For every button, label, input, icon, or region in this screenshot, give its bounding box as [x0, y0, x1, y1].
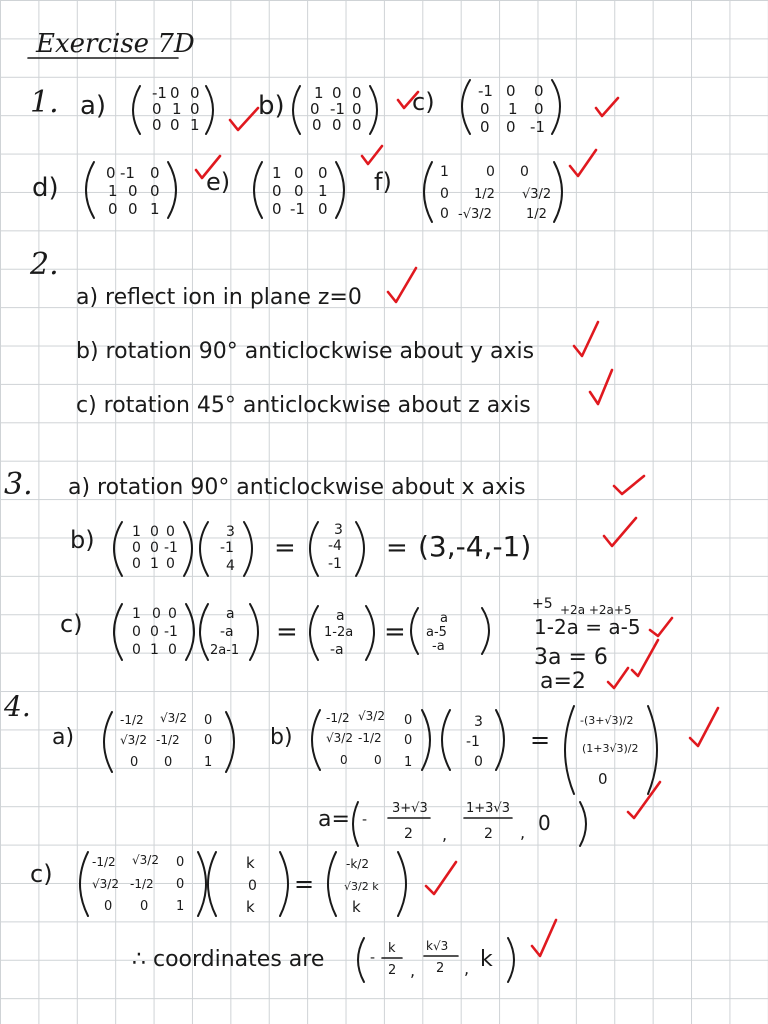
svg-text:0: 0 [520, 164, 529, 180]
svg-text:1: 1 [172, 100, 182, 118]
svg-text:-1/2: -1/2 [120, 713, 144, 727]
svg-text:√3/2 k: √3/2 k [344, 880, 379, 893]
q3c-check-3 [608, 668, 628, 688]
svg-text:1: 1 [314, 84, 324, 102]
svg-text:1: 1 [204, 755, 213, 770]
svg-text:0: 0 [318, 200, 328, 218]
svg-text:0: 0 [352, 100, 362, 118]
svg-text:-: - [362, 812, 368, 828]
svg-text:-1: -1 [220, 540, 234, 556]
svg-text:-√3/2: -√3/2 [458, 207, 492, 222]
svg-text:k: k [388, 941, 396, 956]
q3c-work-add: +5 [532, 596, 553, 612]
svg-text:1: 1 [272, 164, 282, 182]
svg-text:√3/2: √3/2 [120, 733, 147, 747]
svg-text:0: 0 [190, 100, 200, 118]
svg-text:k√3: k√3 [426, 939, 449, 953]
svg-text:0: 0 [176, 877, 185, 892]
svg-text:=: = [294, 870, 315, 898]
q4c-conclusion [132, 938, 514, 982]
svg-text:√3/2: √3/2 [132, 853, 159, 867]
q3c-label: c) [60, 610, 83, 638]
q1f-matrix [424, 162, 562, 222]
q1e-check [362, 146, 382, 164]
q1-label-d: d) [32, 173, 59, 203]
svg-text:0: 0 [132, 624, 141, 640]
svg-text:1/2: 1/2 [474, 187, 495, 202]
svg-text:-1: -1 [530, 118, 545, 136]
q3c-matrix [114, 604, 194, 660]
svg-text:0: 0 [170, 116, 180, 134]
svg-text:0: 0 [150, 164, 160, 182]
q3b-vector [200, 522, 252, 576]
svg-text:-1: -1 [164, 540, 178, 556]
svg-text:0: 0 [106, 164, 116, 182]
svg-text:3: 3 [474, 714, 483, 730]
svg-text:2a-1: 2a-1 [210, 643, 240, 658]
svg-text:0: 0 [166, 556, 175, 572]
svg-text:-1/2: -1/2 [130, 877, 154, 891]
svg-text:0: 0 [352, 116, 362, 134]
q3c-work-equation: 1-2a = a-5 [534, 615, 641, 639]
q4c-check-2 [532, 920, 556, 956]
svg-text:a: a [440, 611, 448, 626]
svg-text:0: 0 [404, 713, 413, 728]
svg-text:1: 1 [190, 116, 200, 134]
svg-text:0: 0 [166, 524, 175, 540]
svg-text:1: 1 [508, 100, 518, 118]
svg-text:0: 0 [294, 164, 304, 182]
question-4 [3, 690, 718, 982]
svg-text:=: = [386, 533, 408, 563]
svg-text:0: 0 [150, 624, 159, 640]
q4b-check-1 [690, 708, 718, 746]
q1-label-f: f) [374, 168, 392, 196]
svg-text:-a: -a [220, 624, 234, 640]
question-3 [4, 467, 672, 694]
q3a-check [614, 476, 644, 494]
svg-text:-a: -a [330, 642, 344, 658]
q4b-check-2 [628, 782, 660, 818]
q2-number: 2. [30, 247, 59, 282]
svg-text:-1: -1 [290, 200, 305, 218]
q2a-answer: a) reflect ion in plane z=0 [76, 285, 362, 310]
q3b-check [604, 518, 636, 546]
q3b-result [310, 522, 364, 576]
svg-text:0: 0 [506, 82, 516, 100]
svg-text:1: 1 [132, 606, 141, 622]
svg-text:0: 0 [440, 186, 449, 202]
svg-text:√3/2: √3/2 [92, 877, 119, 891]
q3c-vector [200, 604, 258, 660]
svg-text:√3/2: √3/2 [160, 711, 187, 725]
q4b-matrix [312, 709, 430, 770]
svg-text:4: 4 [226, 558, 235, 574]
svg-text:1: 1 [440, 164, 449, 180]
q3b-point: (3,-4,-1) [418, 530, 532, 563]
svg-text:0: 0 [108, 200, 118, 218]
svg-text:-1/2: -1/2 [358, 731, 382, 745]
svg-text:-1/2: -1/2 [326, 711, 350, 725]
svg-text:-1/2: -1/2 [92, 855, 116, 869]
q1-label-a: a) [80, 91, 107, 121]
q4a-matrix [104, 711, 234, 772]
svg-text:1-2a: 1-2a [324, 625, 354, 640]
svg-text:,: , [464, 959, 470, 978]
svg-text:0: 0 [480, 100, 490, 118]
q3c-result-1 [310, 606, 374, 660]
svg-text:1: 1 [176, 899, 185, 914]
svg-text:-1/2: -1/2 [156, 733, 180, 747]
q4b-label: b) [270, 725, 293, 750]
svg-text:1: 1 [132, 524, 141, 540]
q2b-check [574, 322, 598, 356]
svg-text:0: 0 [598, 770, 608, 788]
svg-text:3+√3: 3+√3 [392, 801, 428, 816]
svg-text:1: 1 [150, 200, 160, 218]
svg-text:k: k [480, 947, 493, 972]
q1-label-c: c) [412, 88, 435, 116]
svg-text:,: , [410, 961, 416, 980]
svg-text:0: 0 [152, 100, 162, 118]
q4b-result [565, 706, 657, 794]
q2b-answer: b) rotation 90° anticlockwise about y axis [76, 339, 535, 364]
svg-text:3: 3 [334, 522, 343, 538]
svg-text:0: 0 [318, 164, 328, 182]
question-2 [29, 247, 612, 418]
svg-text:0: 0 [132, 556, 141, 572]
svg-text:0: 0 [534, 82, 544, 100]
svg-text:0: 0 [272, 182, 282, 200]
svg-text:3: 3 [226, 524, 235, 540]
q3b-label: b) [70, 526, 95, 554]
svg-text:k: k [246, 854, 255, 872]
svg-text:-1: -1 [152, 84, 167, 102]
svg-text:-4: -4 [328, 538, 342, 554]
q4-number: 4. [4, 690, 31, 723]
svg-text:2: 2 [436, 961, 445, 976]
svg-text:0: 0 [132, 642, 141, 658]
svg-text:-1: -1 [164, 624, 178, 640]
svg-text:0: 0 [248, 878, 257, 894]
svg-text:k: k [246, 898, 255, 916]
svg-text:=: = [276, 617, 298, 647]
svg-text:0: 0 [340, 753, 348, 767]
svg-text:-k/2: -k/2 [346, 857, 369, 871]
svg-text:(1+3√3)/2: (1+3√3)/2 [582, 742, 639, 755]
svg-text:-: - [370, 950, 376, 966]
q4c-check-1 [426, 862, 456, 894]
svg-text:0: 0 [140, 899, 149, 914]
svg-text:a: a [336, 608, 345, 624]
q4c-result [328, 852, 406, 916]
q4a-label: a) [52, 725, 75, 750]
svg-text:0: 0 [312, 116, 322, 134]
svg-text:0: 0 [150, 540, 159, 556]
svg-text:2: 2 [484, 826, 493, 842]
q1a-matrix [133, 84, 213, 134]
q1-number: 1. [30, 85, 59, 120]
svg-text:0: 0 [132, 540, 141, 556]
q4c-matrix [80, 852, 206, 916]
svg-text:0: 0 [440, 206, 449, 222]
q1c-check [596, 98, 618, 116]
svg-text:0: 0 [404, 733, 413, 748]
q1d-matrix [86, 162, 176, 218]
svg-text:-1: -1 [466, 734, 480, 750]
svg-text:1: 1 [108, 182, 118, 200]
svg-text:0: 0 [128, 182, 138, 200]
svg-text:-1: -1 [120, 164, 135, 182]
q2c-check [590, 370, 612, 404]
q1c-matrix [462, 80, 560, 136]
q3-number: 3. [4, 467, 33, 502]
q3b-matrix [114, 522, 192, 576]
svg-text:1: 1 [150, 642, 159, 658]
svg-text:,: , [442, 825, 448, 844]
svg-text:-a: -a [432, 639, 445, 654]
svg-text:0: 0 [534, 100, 544, 118]
svg-text:-1: -1 [330, 100, 345, 118]
svg-text:0: 0 [176, 855, 185, 870]
svg-text:1: 1 [404, 755, 413, 770]
svg-text:0: 0 [130, 755, 139, 770]
svg-text:0: 0 [332, 84, 342, 102]
svg-text:0: 0 [272, 200, 282, 218]
q1a-check [230, 108, 258, 130]
q2c-answer: c) rotation 45° anticlockwise about z axis [76, 393, 531, 418]
q1-label-b: b) [258, 91, 285, 121]
svg-text:=: = [384, 617, 406, 647]
svg-text:0: 0 [164, 755, 173, 770]
svg-text:0: 0 [190, 84, 200, 102]
svg-text:-1: -1 [478, 82, 493, 100]
svg-text:0: 0 [170, 84, 180, 102]
svg-text:0: 0 [480, 118, 490, 136]
q4b-vector [442, 710, 504, 770]
svg-text:=: = [274, 533, 296, 563]
svg-text:0: 0 [374, 753, 382, 767]
svg-text:-(3+√3)/2: -(3+√3)/2 [580, 714, 634, 727]
svg-text:-1: -1 [328, 556, 342, 572]
svg-text:1+3√3: 1+3√3 [466, 801, 510, 816]
q3c-work-add-2a: +2a +2a+5 [560, 603, 632, 617]
q3c-check-1 [650, 618, 672, 636]
svg-text:a-5: a-5 [426, 625, 447, 640]
q4c-label: c) [30, 860, 53, 888]
svg-text:0: 0 [204, 733, 213, 748]
q4c-vector [208, 852, 288, 916]
svg-text:0: 0 [352, 84, 362, 102]
svg-text:0: 0 [332, 116, 342, 134]
q1e-matrix [254, 162, 344, 218]
svg-text:0: 0 [294, 182, 304, 200]
svg-text:0: 0 [486, 164, 495, 180]
svg-text:0: 0 [474, 754, 483, 770]
svg-text:0: 0 [506, 118, 516, 136]
svg-text:0: 0 [152, 606, 161, 622]
svg-text:∴ coordinates are: ∴ coordinates are [132, 947, 325, 972]
q2a-check [388, 268, 416, 302]
q3c-result-2 [411, 608, 489, 654]
exercise-title: Exercise 7D [36, 29, 195, 59]
svg-text:a: a [226, 606, 235, 622]
question-1 [30, 80, 618, 222]
q3a-answer: a) rotation 90° anticlockwise about x axis [68, 475, 526, 500]
q1f-check [570, 150, 596, 176]
svg-text:√3/2: √3/2 [522, 187, 552, 202]
svg-text:0: 0 [168, 642, 177, 658]
q3c-work-3a: 3a = 6 [534, 645, 608, 670]
svg-text:1/2: 1/2 [526, 207, 547, 222]
svg-text:0: 0 [204, 713, 213, 728]
svg-text:a=: a= [318, 807, 350, 832]
q1-label-e: e) [206, 168, 231, 196]
svg-text:=: = [530, 726, 551, 754]
q3c-check-2 [632, 640, 658, 676]
svg-text:2: 2 [388, 963, 397, 978]
svg-text:2: 2 [404, 826, 413, 842]
svg-text:0: 0 [310, 100, 320, 118]
svg-text:0: 0 [128, 200, 138, 218]
svg-text:0: 0 [150, 524, 159, 540]
q3c-work-a: a=2 [540, 669, 586, 694]
svg-text:0: 0 [538, 811, 551, 835]
svg-text:k: k [352, 898, 361, 916]
q4b-point [318, 801, 586, 846]
svg-text:,: , [520, 823, 526, 842]
svg-text:0: 0 [168, 606, 177, 622]
q1b-matrix [293, 84, 377, 134]
svg-text:1: 1 [318, 182, 328, 200]
svg-text:0: 0 [152, 116, 162, 134]
svg-text:√3/2: √3/2 [358, 709, 385, 723]
svg-text:√3/2: √3/2 [326, 731, 353, 745]
svg-text:0: 0 [150, 182, 160, 200]
svg-text:0: 0 [104, 899, 113, 914]
svg-text:1: 1 [150, 556, 159, 572]
